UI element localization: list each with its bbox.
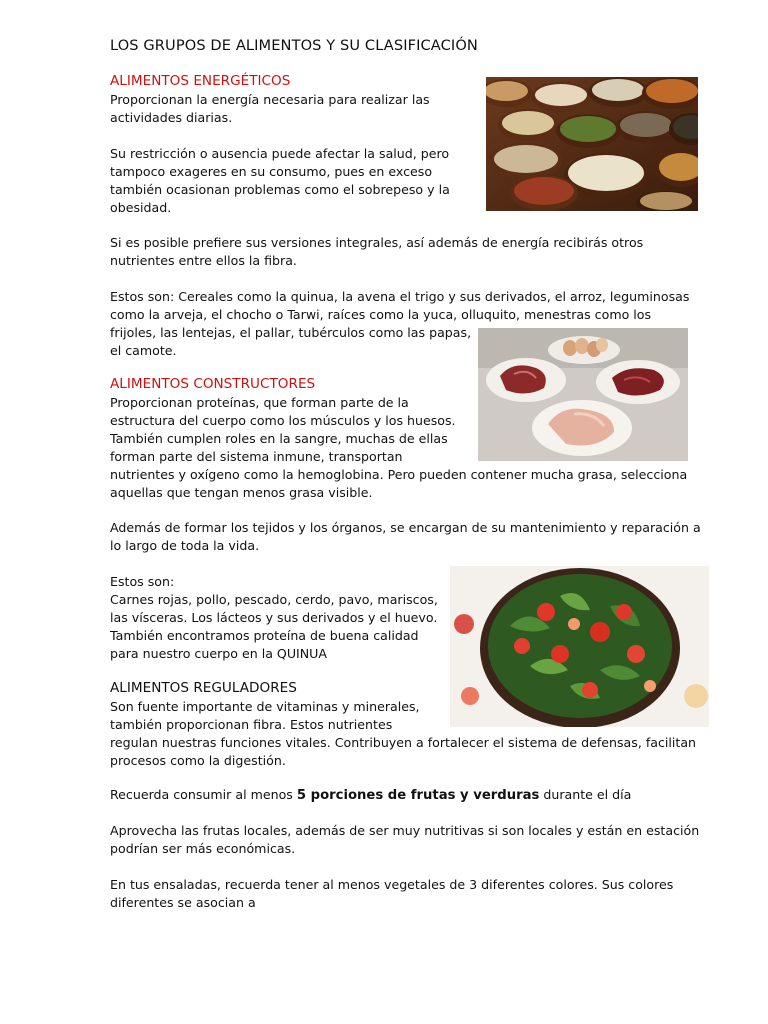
text-line: podrían ser más económicas.	[110, 841, 296, 856]
text-line: también ocasionan problemas como el sobrepeso y la	[110, 182, 450, 197]
text-line: actividades diarias.	[110, 110, 233, 125]
text-line: Si es posible prefiere sus versiones integrales, así además de energía recibirás otros	[110, 235, 644, 250]
text-line: Proporcionan proteínas, que forman parte de la	[110, 395, 409, 410]
salad-bowl-photo	[450, 566, 709, 727]
text-line: También encontramos proteína de buena calidad	[110, 628, 419, 643]
text-line: regulan nuestras funciones vitales. Contribuyen a fortalecer el sistema de defensas, facilitan	[110, 735, 697, 750]
heading-constructores: ALIMENTOS CONSTRUCTORES	[110, 376, 316, 392]
text-line: también proporcionan fibra. Estos nutrientes	[110, 717, 393, 732]
grains-bowls-photo	[486, 77, 698, 211]
text-line: para nuestro cuerpo en la QUINUA	[110, 646, 328, 661]
text-line: nutrientes y oxígeno como la hemoglobina. Pero pueden contener mucha grasa, selecciona	[110, 467, 688, 482]
text-line: nutrientes entre ellos la fibra.	[110, 253, 297, 268]
text-line: Estos son:	[110, 574, 175, 589]
text-line: Son fuente importante de vitaminas y minerales,	[110, 699, 420, 714]
text-line: forman parte del sistema inmune, transportan	[110, 449, 403, 464]
raw-meats-photo	[478, 328, 688, 461]
text-line: lo largo de toda la vida.	[110, 538, 260, 553]
heading-energeticos: ALIMENTOS ENERGÉTICOS	[110, 73, 291, 89]
text-line: Estos son: Cereales como la quinua, la avena el trigo y sus derivados, el arroz, leguminosas	[110, 289, 690, 304]
text-line: En tus ensaladas, recuerda tener al menos vegetales de 3 diferentes colores. Sus colores	[110, 877, 674, 892]
text-line: También cumplen roles en la sangre, muchas de ellas	[110, 431, 448, 446]
text-line: Su restricción o ausencia puede afectar la salud, pero	[110, 146, 450, 161]
text-line: como la arveja, el chocho o Tarwi, raíces como la yuca, olluquito, menestras como los	[110, 307, 652, 322]
text-line: Proporcionan la energía necesaria para realizar las	[110, 92, 430, 107]
text-line: procesos como la digestión.	[110, 753, 286, 768]
heading-reguladores: ALIMENTOS REGULADORES	[110, 680, 297, 696]
text-line: Además de formar los tejidos y los órganos, se encargan de su mantenimiento y reparación a	[110, 520, 701, 535]
text-line: Carnes rojas, pollo, pescado, cerdo, pavo, mariscos,	[110, 592, 438, 607]
text-segment: Recuerda consumir al menos	[110, 787, 297, 802]
text-line: aquellas que tengan menos grasa visible.	[110, 485, 373, 500]
text-line: Aprovecha las frutas locales, además de ser muy nutritivas si son locales y están en estación	[110, 823, 700, 838]
document-title: LOS GRUPOS DE ALIMENTOS Y SU CLASIFICACIÓN	[110, 37, 478, 54]
text-segment: durante el día	[539, 787, 632, 802]
text-line: el camote.	[110, 343, 177, 358]
text-line: estructura del cuerpo como los músculos y los huesos.	[110, 413, 456, 428]
text-line: diferentes se asocian a	[110, 895, 256, 910]
text-line: frijoles, las lentejas, el pallar, tubérculos como las papas,	[110, 325, 472, 340]
recommendation-line	[110, 786, 631, 805]
text-line: obesidad.	[110, 200, 172, 215]
text-line: las vísceras. Los lácteos y sus derivados y el huevo.	[110, 610, 438, 625]
highlight-portions: 5 porciones de frutas y verduras	[296, 788, 540, 803]
text-line: tampoco exageres en su consumo, pues en exceso	[110, 164, 433, 179]
